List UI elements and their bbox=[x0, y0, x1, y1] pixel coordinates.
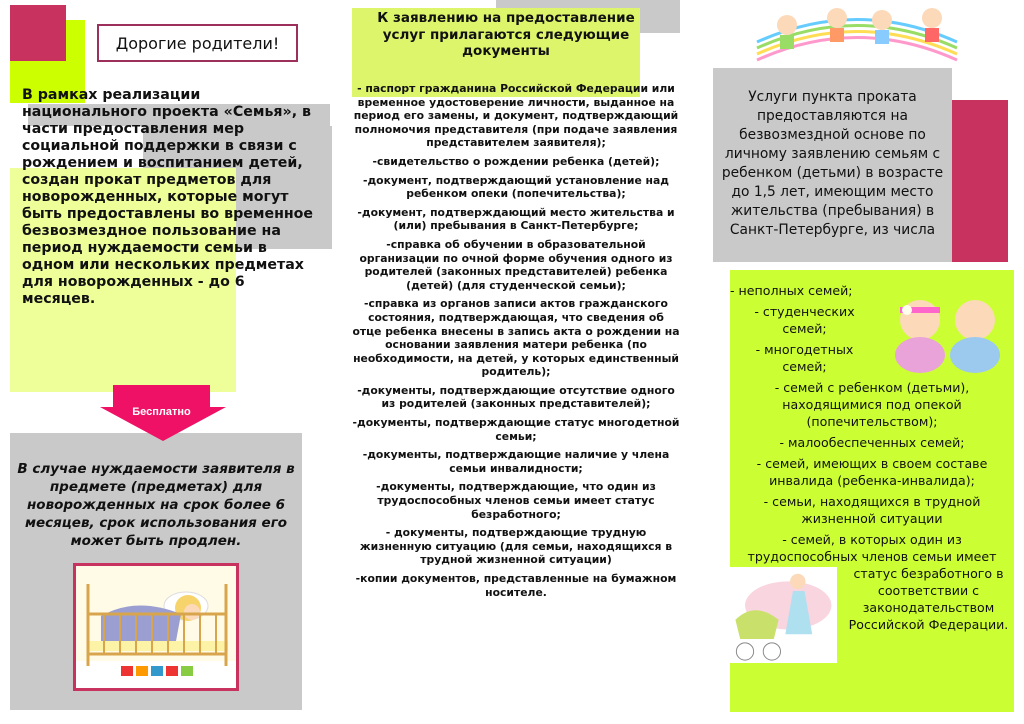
list-item: - малообеспеченных семей; bbox=[779, 435, 965, 450]
services-text: Услуги пункта проката предоставляются на безвозмездной основе по личному заявлению семьям с ребенком (детьми) в возрасте до 1,5 лет, имеющим место жительства (пребывания) в Санкт-Петербурге, из числа bbox=[721, 89, 944, 238]
list-item: -документы, подтверждающие наличие у члена семьи инвалидности; bbox=[362, 448, 670, 475]
baby-crib-illustration bbox=[73, 563, 239, 691]
mother-with-stroller-illustration bbox=[725, 567, 837, 663]
documents-list bbox=[352, 82, 680, 604]
list-item: -документы, подтверждающие отсутствие одного из родителей (законных представителей); bbox=[357, 383, 675, 411]
list-item: - документы, подтверждающие трудную жизненную ситуацию (для семьи, находящихся в трудной жизненной ситуации) bbox=[359, 526, 673, 567]
dancing-kids-illustration bbox=[752, 0, 962, 70]
list-item bbox=[730, 531, 1014, 633]
list-item: - паспорт гражданина Российской Федерации или временное удостоверение личности, выданное на период его замены, и документ, подтверждающий полномочия представителя (при подаче заявления представителем заявителя); bbox=[353, 82, 679, 150]
list-item: -справка из органов записи актов гражданского состояния, подтверждающая, что сведения об отце ребенка внесены в запись акта о рождении на основании заявления матери ребенка (по необходимости, на детей, у которых единственный родитель); bbox=[352, 297, 680, 379]
free-badge: Бесплатно bbox=[132, 406, 191, 418]
page-title: Дорогие родители! bbox=[97, 24, 298, 62]
decor-crimson-square bbox=[10, 5, 66, 61]
list-item: - студенческих семей; bbox=[754, 304, 855, 336]
list-item: -свидетельство о рождении ребенка (детей); bbox=[372, 154, 660, 168]
categories-list bbox=[730, 282, 1014, 663]
list-item: - неполных семей; bbox=[730, 283, 853, 298]
list-item: -документы, подтверждающие статус многодетной семьи; bbox=[352, 416, 680, 443]
list-item: -документ, подтверждающий место жительства и (или) пребывания в Санкт-Петербурге; bbox=[357, 205, 675, 233]
list-item: -справка об обучении в образовательной организации по очной форме обучения одного из родителей (законных представителей) ребенка (детей) (для студенческой семьи); bbox=[359, 237, 673, 292]
extension-text: В случае нуждаемости заявителя в предмете (предметах) для новорожденных на срок более 6 месяцев, срок использования его может быть продлен. bbox=[17, 461, 295, 549]
intro-text: В рамках реализации национального проекта «Семья», в части предоставления мер социальной поддержки в связи с рождением и воспитанием детей, создан прокат предметов для новорожденных, которые могут быть предоставлены во временное безвозмездное пользование на период нуждаемости семьи в одном или нескольких предметах для новорожденных - до 6 месяцев. bbox=[22, 87, 314, 307]
list-item: - многодетных семей; bbox=[755, 342, 854, 374]
list-item: - семьи, находящихся в трудной жизненной ситуации bbox=[763, 494, 981, 526]
decor-crimson-block bbox=[952, 100, 1008, 262]
list-item: - семей, имеющих в своем составе инвалида (ребенка-инвалида); bbox=[756, 456, 988, 488]
list-item: - семей с ребенком (детьми), находящимися под опекой (попечительством); bbox=[774, 380, 970, 429]
list-item: -документ, подтверждающий установление над ребенком опеки (попечительства); bbox=[362, 173, 669, 201]
list-item: -документы, подтверждающие, что один из трудоспособных членов семьи имеет статус безработного; bbox=[376, 480, 656, 521]
documents-heading: К заявлению на предоставление услуг прилагаются следующие документы bbox=[377, 10, 635, 59]
list-item: -копии документов, представленные на бумажном носителе. bbox=[355, 572, 677, 599]
list-item-text: - семей, в которых один из трудоспособных членов семьи имеет статус безработного в соответствии с законодательством Российской Федерации. bbox=[747, 532, 1009, 632]
